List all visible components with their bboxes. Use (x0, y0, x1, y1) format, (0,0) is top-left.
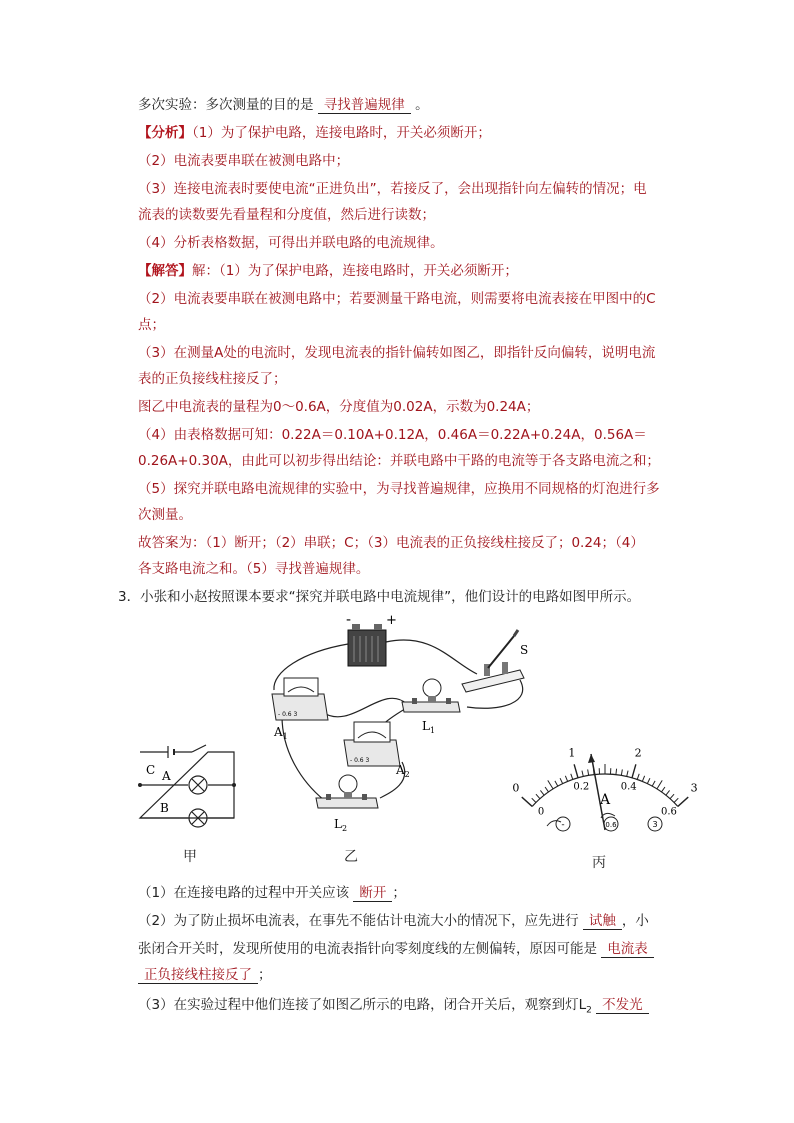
a1-label: $A_1$ (274, 725, 288, 741)
solution-line-4a: （4）由表格数据可知：0.22A＝0.10A+0.12A，0.46A＝0.22A+0.24A，0.56A＝ (138, 427, 647, 443)
bottom-scale-label: 0.6 (660, 806, 677, 818)
junction-right (232, 783, 236, 787)
scale-tick (632, 764, 636, 777)
scale-tick (666, 790, 670, 795)
solution-line-1 (138, 262, 518, 280)
solution-line-5a: （5）探究并联电路电流规律的实验中，为寻找普遍规律，应换用不同规格的灯泡进行多 (138, 481, 660, 497)
solution-tag: 【解答】 (138, 263, 192, 279)
battery-minus: - (346, 612, 352, 628)
q3-part1 (138, 884, 406, 902)
scale-tick (616, 769, 617, 775)
scale-tick (548, 780, 553, 788)
l2-label: $L_2$ (334, 817, 348, 833)
q3-part2c (138, 966, 272, 984)
q3-part3 (138, 996, 649, 1020)
q3-part2-suffix: ，小 (621, 913, 649, 929)
a2-terminals: - 0.6 3 (350, 757, 370, 764)
label-b: B (160, 801, 169, 815)
scale-tick (536, 794, 540, 798)
answer-line-b: 各支路电流之和。（5）寻找普遍规律。 (138, 561, 370, 577)
analysis-line-3b: 流表的读数要先看量程和分度值，然后进行读数； (138, 207, 435, 223)
scale-tick (627, 771, 628, 777)
battery (348, 624, 386, 666)
scale-tick (642, 776, 644, 782)
a1-terminals: - 0.6 3 (278, 711, 298, 718)
scale-tick (674, 798, 678, 802)
scale-tick (571, 774, 573, 780)
scale-tick (678, 797, 688, 806)
q3-part2-prefix: （2）为了防止损坏电流表，在事先不能估计电流大小的情况下，应先进行 (138, 913, 579, 929)
q3-part2 (138, 912, 649, 930)
knife-switch (462, 630, 524, 692)
l1-label: $L_1$ (422, 719, 436, 735)
q3-stem-line (118, 588, 640, 606)
scale-tick (532, 798, 536, 802)
q3-part2b-prefix: 张闭合开关时，发现所使用的电流表指针向零刻度线的左侧偏转，原因可能是 (138, 941, 597, 957)
caption-jia: 甲 (183, 849, 197, 865)
terminal-minus-text: - (561, 820, 565, 830)
q3-part2b (138, 940, 654, 958)
q3-part2b-answer: 电流表 (601, 941, 654, 958)
scale-tick (647, 778, 650, 783)
label-a: A (162, 769, 171, 783)
intro-suffix: 。 (415, 97, 429, 113)
a2-label: $A_2$ (396, 763, 410, 779)
scale-tick (657, 780, 662, 788)
analysis-line-3a: （3）连接电流表时要使电流“正进负出”，若接反了，会出现指针向左偏转的情况；电 (138, 181, 647, 197)
wire-a1-l2 (282, 716, 324, 800)
solution-line-2a: （2）电流表要串联在被测电路中；若要测量干路电流，则需要将电流表接在甲图中的C (138, 291, 656, 307)
scale-tick (555, 781, 558, 786)
top-scale-label: 0 (512, 781, 520, 795)
scale-tick (621, 769, 622, 775)
terminal-wire-1 (547, 821, 561, 826)
terminal-3-text: 3 (652, 820, 658, 829)
analysis-line-1 (138, 124, 491, 142)
scale-tick (582, 771, 583, 777)
scale-tick (565, 776, 567, 782)
solution-line-4b: 0.26A+0.30A，由此可以初步得出结论：并联电路中干路的电流等于各支路电流之和； (138, 453, 660, 469)
q3-part3-sub: 2 (586, 1005, 592, 1016)
bottom-scale-label: 0 (537, 806, 545, 818)
figure-jia (130, 740, 250, 830)
q3-part1-suffix: ； (392, 885, 406, 901)
switch-label: S (520, 643, 529, 657)
bulb-l1 (402, 679, 460, 712)
terminal-06-text: 0.6 (605, 821, 617, 829)
q3-part1-answer: 断开 (353, 885, 392, 902)
intro-line (138, 96, 429, 114)
scale-tick (652, 781, 655, 786)
analysis-line-4: （4）分析表格数据，可得出并联电路的电流规律。 (138, 235, 444, 251)
q3-number: 3． (118, 589, 141, 605)
analysis-tag: 【分析】 (138, 125, 192, 141)
q3-part2c-answer: 正负接线柱接反了 (138, 967, 258, 984)
bottom-scale-label: 0.4 (620, 781, 637, 793)
junction-left (138, 783, 142, 787)
lamp-1-cross (192, 779, 204, 791)
caption-yi: 乙 (344, 849, 358, 865)
solution-line-3a: （3）在测量A处的电流时，发现电流表的指针偏转如图乙，即指针反向偏转，说明电流 (138, 345, 656, 361)
needle-tip (588, 754, 595, 763)
intro-prefix: 多次实验：多次测量的目的是 (138, 97, 314, 113)
wire-a1-l1 (322, 698, 407, 717)
bottom-scale-label: 0.2 (573, 781, 590, 793)
q3-part2-answer: 试触 (583, 913, 622, 930)
label-c: C (146, 763, 156, 777)
switch-blade (192, 745, 206, 752)
top-scale-label: 3 (690, 781, 698, 795)
solution-line-5b: 次测量。 (138, 507, 192, 523)
solution-line-3b: 表的正负接线柱接反了； (138, 371, 287, 387)
solution-text-1: 解：（1）为了保护电路，连接电路时，开关必须断开； (192, 263, 518, 279)
solution-line-2b: 点； (138, 317, 165, 333)
scale-tick (670, 794, 674, 798)
q3-part3-answer: 不发光 (596, 997, 649, 1014)
scale-tick (545, 787, 548, 792)
top-scale-label: 2 (634, 746, 642, 760)
bulb-l2 (316, 775, 378, 808)
wire-battery-switch (386, 640, 477, 674)
scale-tick (637, 774, 639, 780)
unit-label: A (599, 792, 611, 808)
battery-plus: + (386, 613, 397, 628)
solution-line-3c: 图乙中电流表的量程为0～0.6A，分度值为0.02A，示数为0.24A； (138, 399, 540, 415)
intro-answer: 寻找普遍规律 (318, 97, 411, 114)
q3-part3-prefix: （3）在实验过程中他们连接了如图乙所示的电路，闭合开关后，观察到灯L (138, 997, 587, 1013)
q3-stem: 小张和小赵按照课本要求“探究并联电路中电流规律”，他们设计的电路如图甲所示。 (140, 589, 641, 605)
scale-tick (560, 778, 563, 783)
q3-part2c-suffix: ； (258, 967, 272, 983)
scale-tick (540, 790, 544, 795)
scale-tick (661, 787, 664, 792)
scale-tick (522, 797, 532, 806)
caption-bing: 丙 (592, 855, 606, 871)
figure-bing (505, 722, 715, 842)
q3-part1-prefix: （1）在连接电路的过程中开关应该 (138, 885, 350, 901)
scale-tick (574, 764, 578, 777)
top-scale-label: 1 (568, 746, 576, 760)
analysis-text-1: （1）为了保护电路，连接电路时，开关必须断开； (192, 125, 491, 141)
answer-line-a: 故答案为：（1）断开；（2）串联；C；（3）电流表的正负接线柱接反了；0.24；（4） (138, 535, 644, 551)
analysis-line-2: （2）电流表要串联在被测电路中； (138, 153, 350, 169)
scale-tick (588, 769, 589, 775)
